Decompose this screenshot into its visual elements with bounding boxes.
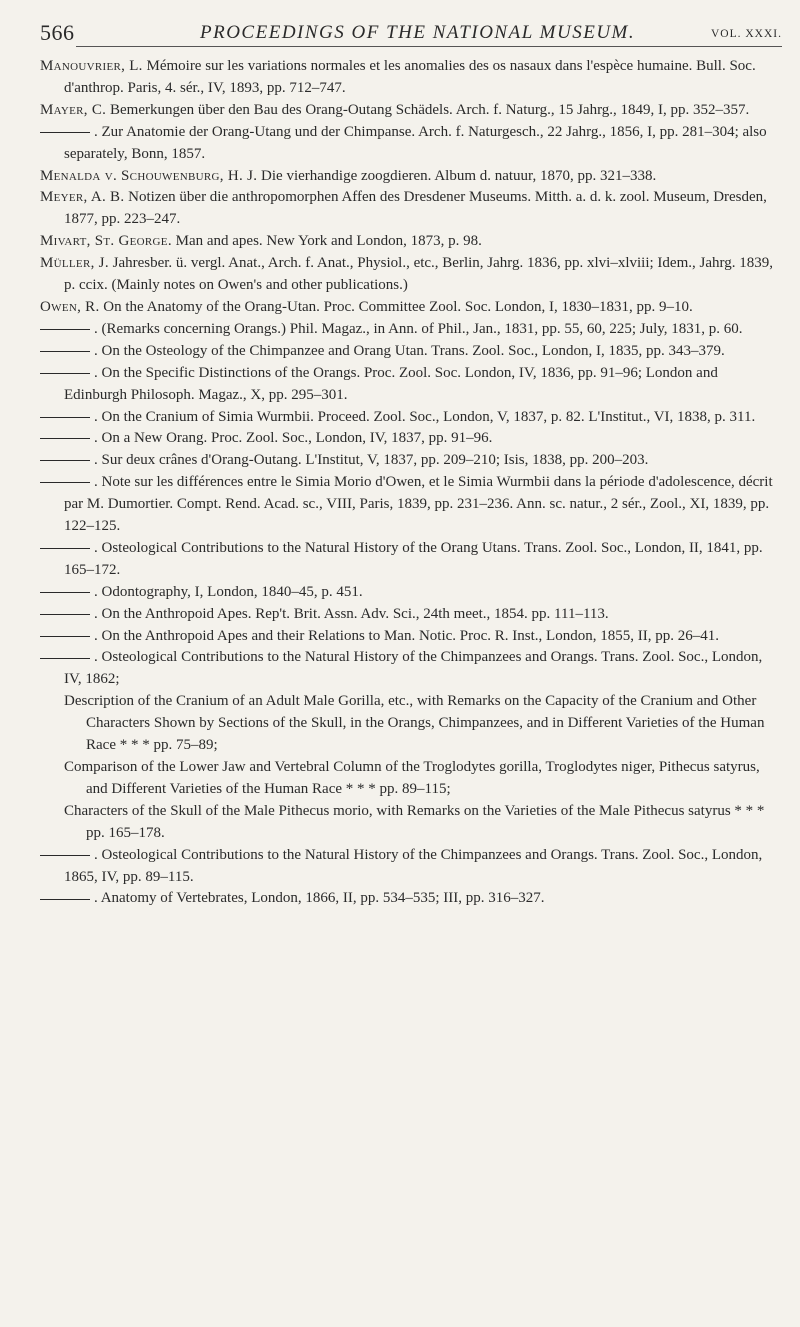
reference-text: On the Anatomy of the Orang-Utan. Proc. Committee Zool. Soc. London, I, 1830–1831, pp. 9–10. [103,298,693,315]
reference-entry: . (Remarks concerning Orangs.) Phil. Magaz., in Ann. of Phil., Jan., 1831, pp. 55, 60, 225; July, 1831, p. 60. [40,319,782,341]
reference-entry: . Osteological Contributions to the Natural History of the Chimpanzees and Orangs. Trans. Zool. Soc., London, IV, 1862; [40,647,782,691]
reference-entry: . On the Cranium of Simia Wurmbii. Proceed. Zool. Soc., London, V, 1837, p. 82. L'Institut., VI, 1838, p. 311. [40,407,782,429]
reference-entry [40,297,782,319]
reference-author: Meyer, A. B. [40,189,125,206]
header-rule [76,46,782,47]
reference-author: Menalda v. Schouwenburg, H. J. [40,167,258,184]
reference-entry: . Zur Anatomie der Orang-Utang und der Chimpanse. Arch. f. Naturgesch., 22 Jahrg., 1856, I, pp. 281–304; also separately, Bonn, 1857. [40,122,782,166]
volume-label: VOL. XXXI. [710,28,782,40]
page-header [40,14,782,48]
ditto-dash [40,329,90,330]
reference-text: (Remarks concerning Orangs.) Phil. Magaz., in Ann. of Phil., Jan., 1831, pp. 55, 60, 225; July, 1831, p. 60. [101,320,743,337]
reference-text: Jahresber. ü. vergl. Anat., Arch. f. Anat., Physiol., etc., Berlin, Jahrg. 1836, pp. xlvi–xlviii; Idem., Jahrg. 1839, p. ccix. (Mainly notes on Owen's and other publications.) [64,255,773,294]
ditto-dash [40,548,90,549]
ditto-dash [40,658,90,659]
ditto-dash [40,614,90,615]
reference-author: Mivart, St. George. [40,233,172,250]
reference-entry: . On the Anthropoid Apes and their Relations to Man. Notic. Proc. R. Inst., London, 1855, II, pp. 26–41. [40,626,782,648]
reference-subentry: Description of the Cranium of an Adult Male Gorilla, etc., with Remarks on the Capacity of the Cranium and Other Characters Shown by Sections of the Skull, in the Orangs, Chimpanzees, and in Different Varieties of the Human Race * * * pp. 75–89; [64,693,765,754]
reference-author: Owen, R. [40,298,100,315]
reference-entry: . Sur deux crânes d'Orang-Outang. L'Institut, V, 1837, pp. 209–210; Isis, 1838, pp. 200–203. [40,450,782,472]
reference-list [40,56,782,910]
reference-text: Zur Anatomie der Orang-Utang und der Chimpanse. Arch. f. Naturgesch., 22 Jahrg., 1856, I, pp. 281–304; also separately, Bonn, 1857. [64,123,767,162]
reference-entry [40,231,782,253]
reference-subentry: Characters of the Skull of the Male Pithecus morio, with Remarks on the Varieties of the Male Pithecus satyrus * * * pp. 165–178. [64,802,765,841]
reference-entry: . Anatomy of Vertebrates, London, 1866, II, pp. 534–535; III, pp. 316–327. [40,888,782,910]
reference-author: Manouvrier, L. [40,58,143,74]
reference-text: On the Anthropoid Apes and their Relations to Man. Notic. Proc. R. Inst., London, 1855, II, pp. 26–41. [101,627,719,644]
reference-text: On the Osteology of the Chimpanzee and Orang Utan. Trans. Zool. Soc., London, I, 1835, pp. 343–379. [101,342,725,359]
ditto-dash [40,636,90,637]
reference-text: Die vierhandige zoogdieren. Album d. natuur, 1870, pp. 321–338. [261,167,657,184]
document-page [40,14,782,910]
reference-text: On the Anthropoid Apes. Rep't. Brit. Assn. Adv. Sci., 24th meet., 1854. pp. 111–113. [101,605,609,622]
reference-entry: . Osteological Contributions to the Natural History of the Orang Utans. Trans. Zool. Soc., London, II, 1841, pp. 165–172. [40,538,782,582]
ditto-dash [40,373,90,374]
reference-author: Mayer, C. [40,101,107,118]
reference-text: Sur deux crânes d'Orang-Outang. L'Institut, V, 1837, pp. 209–210; Isis, 1838, pp. 200–203. [101,452,649,469]
ditto-dash [40,438,90,439]
reference-text: On a New Orang. Proc. Zool. Soc., London, IV, 1837, pp. 91–96. [101,430,493,447]
ditto-dash [40,351,90,352]
ditto-dash [40,460,90,461]
ditto-dash [40,132,90,133]
reference-text: Mémoire sur les variations normales et les anomalies des os nasaux dans l'espèce humaine. Bull. Soc. d'anthrop. Paris, 4. sér., IV, 1893, pp. 712–747. [64,58,756,96]
reference-text: Anatomy of Vertebrates, London, 1866, II, pp. 534–535; III, pp. 316–327. [100,890,545,907]
ditto-dash [40,592,90,593]
ditto-dash [40,482,90,483]
page-number: 566 [40,20,75,45]
ditto-dash [40,899,90,900]
reference-text: Osteological Contributions to the Natural History of the Chimpanzees and Orangs. Trans. Zool. Soc., London, 1865, IV, pp. 89–115. [64,846,763,885]
reference-entry [40,100,782,122]
reference-text: On the Cranium of Simia Wurmbii. Proceed. Zool. Soc., London, V, 1837, p. 82. L'Institut., VI, 1838, p. 311. [101,408,756,425]
reference-entry [40,187,782,231]
reference-entry: . On the Osteology of the Chimpanzee and Orang Utan. Trans. Zool. Soc., London, I, 1835, pp. 343–379. [40,341,782,363]
reference-entry [40,56,782,100]
ditto-dash [40,417,90,418]
reference-text: Odontography, I, London, 1840–45, p. 451. [101,583,363,600]
reference-text: Bemerkungen über den Bau des Orang-Outang Schädels. Arch. f. Naturg., 15 Jahrg., 1849, I, pp. 352–357. [109,101,750,118]
reference-text: Man and apes. New York and London, 1873, p. 98. [175,233,482,250]
reference-entry: . Note sur les différences entre le Simia Morio d'Owen, et le Simia Wurmbii dans la période d'adolescence, décrit par M. Dumortier. Compt. Rend. Acad. sc., VIII, Paris, 1839, pp. 231–236. Ann. sc. natur., 2 sér., Zool., XI, 1839, pp. 122–125. [40,472,782,538]
reference-text: Notizen über die anthropomorphen Affen des Dresdener Museums. Mitth. a. d. k. zool. Museum, Dresden, 1877, pp. 223–247. [64,189,767,228]
reference-subentry: Comparison of the Lower Jaw and Vertebral Column of the Troglodytes gorilla, Troglodytes niger, Pithecus satyrus, and Different Varieties of the Human Race * * * pp. 89–115; [64,759,760,797]
reference-entry: . Odontography, I, London, 1840–45, p. 451. [40,582,782,604]
reference-entry: . Osteological Contributions to the Natural History of the Chimpanzees and Orangs. Trans. Zool. Soc., London, 1865, IV, pp. 89–115. [40,845,782,889]
reference-entry: . On a New Orang. Proc. Zool. Soc., London, IV, 1837, pp. 91–96. [40,428,782,450]
ditto-dash [40,855,90,856]
running-title: PROCEEDINGS OF THE NATIONAL MUSEUM. [200,22,636,43]
reference-entry: . On the Specific Distinctions of the Orangs. Proc. Zool. Soc. London, IV, 1836, pp. 91–96; London and Edinburgh Philosoph. Magaz., X, pp. 295–301. [40,363,782,407]
reference-text: Osteological Contributions to the Natural History of the Chimpanzees and Orangs. Trans. Zool. Soc., London, IV, 1862; [64,649,763,688]
reference-entry [40,166,782,188]
reference-text: Note sur les différences entre le Simia Morio d'Owen, et le Simia Wurmbii dans la période d'adolescence, décrit par M. Dumortier. Compt. Rend. Acad. sc., VIII, Paris, 1839, pp. 231–236. Ann. sc. natur., 2 sér., Zool., XI, 1839, pp. 122–125. [64,474,773,535]
reference-text: On the Specific Distinctions of the Orangs. Proc. Zool. Soc. London, IV, 1836, pp. 91–96; London and Edinburgh Philosoph. Magaz., X, pp. 295–301. [64,364,718,403]
reference-entry [40,253,782,297]
reference-text: Osteological Contributions to the Natural History of the Orang Utans. Trans. Zool. Soc., London, II, 1841, pp. 165–172. [64,539,763,578]
reference-author: Müller, J. [40,255,109,272]
reference-entry: . On the Anthropoid Apes. Rep't. Brit. Assn. Adv. Sci., 24th meet., 1854. pp. 111–113. [40,604,782,626]
